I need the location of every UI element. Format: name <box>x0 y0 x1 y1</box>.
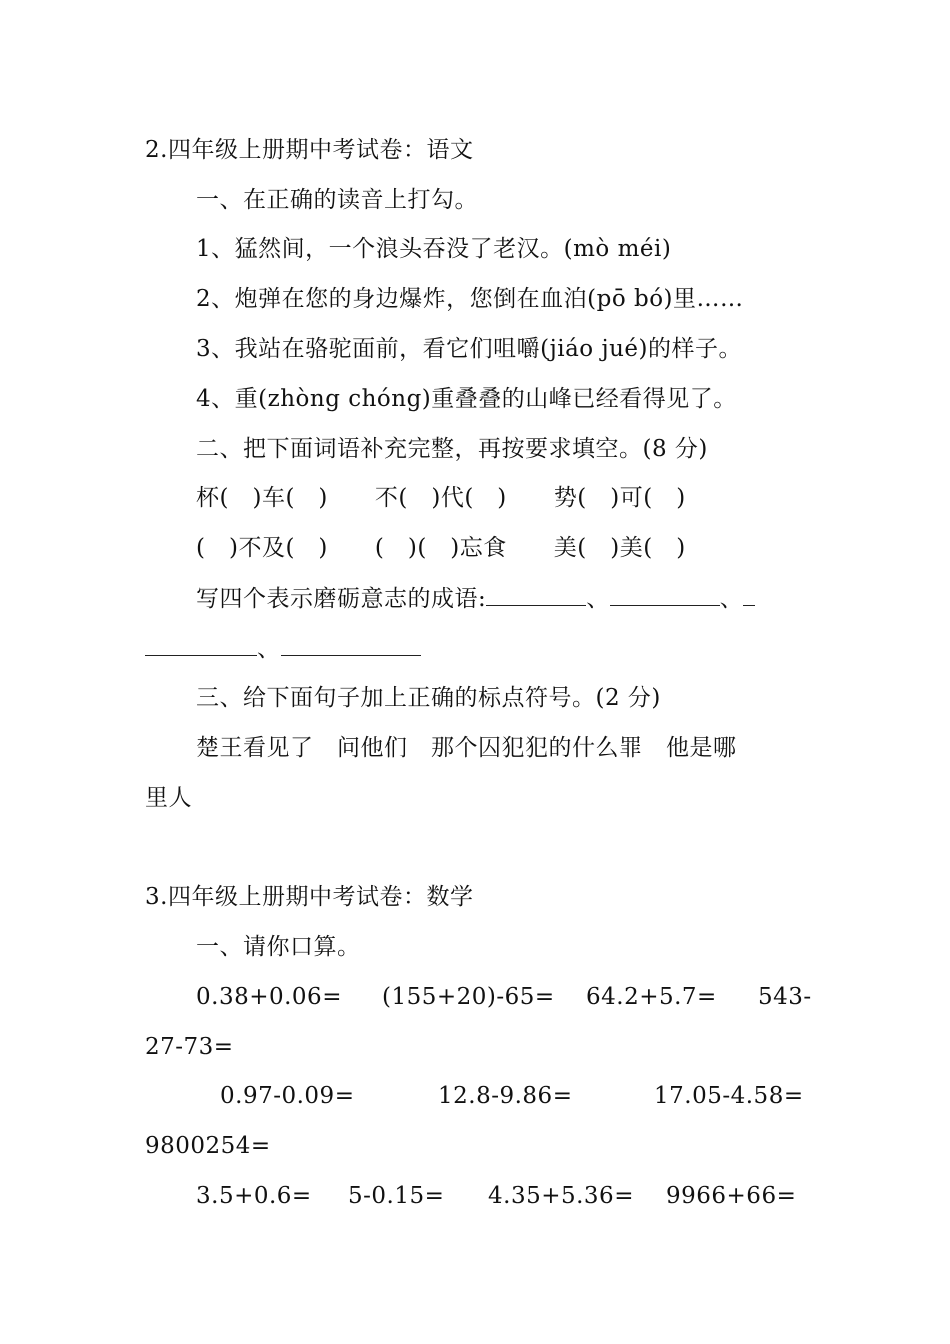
word-fill-row-1: 杯( )车( ) 不( )代( ) 势( )可( ) <box>196 485 686 511</box>
chinese-question-2: 2、炮弹在您的身边爆炸，您倒在血泊(pō bó)里…… <box>196 286 744 312</box>
chinese-exam-title: 2.四年级上册期中考试卷：语文 <box>145 137 474 163</box>
chinese-section-1: 一、在正确的读音上打勾。 <box>196 187 478 213</box>
idiom-prompt: 写四个表示磨砺意志的成语: <box>196 586 487 612</box>
punctuation-sentence: 楚王看见了 问他们 那个囚犯犯的什么罪 他是哪 <box>196 735 737 761</box>
math-problem: 9966+66= <box>666 1183 797 1209</box>
chinese-question-1: 1、猛然间，一个浪头吞没了老汉。(mò méi) <box>196 236 672 262</box>
math-problem: 12.8-9.86= <box>438 1083 573 1109</box>
math-problem: (155+20)-65= <box>382 984 555 1010</box>
answer-blank-2[interactable] <box>610 583 720 606</box>
math-problem: 4.35+5.36= <box>488 1183 634 1209</box>
math-problem: 5-0.15= <box>348 1183 445 1209</box>
math-exam-title: 3.四年级上册期中考试卷：数学 <box>145 884 474 910</box>
separator: 、 <box>586 586 610 612</box>
separator: 、 <box>719 586 744 612</box>
math-problem-cont: 27-73= <box>145 1034 234 1060</box>
math-problem: 64.2+5.7= <box>586 984 717 1010</box>
punctuation-sentence-cont: 里人 <box>145 785 192 811</box>
answer-blank-4[interactable] <box>281 633 421 656</box>
separator: 、 <box>257 636 281 662</box>
math-problem: 0.38+0.06= <box>196 984 342 1010</box>
answer-blank-3-start[interactable] <box>743 583 755 606</box>
chinese-question-4: 4、重(zhòng chóng)重叠叠的山峰已经看得见了。 <box>196 386 737 412</box>
math-problem: 3.5+0.6= <box>196 1183 312 1209</box>
chinese-section-2: 二、把下面词语补充完整，再按要求填空。(8 分) <box>196 436 708 462</box>
answer-blank-3-end[interactable] <box>145 633 257 656</box>
idiom-prompt-line <box>196 583 755 614</box>
idiom-prompt-line-cont <box>145 633 421 664</box>
answer-blank-1[interactable] <box>486 583 586 606</box>
math-problem-cont: 9800254= <box>145 1133 271 1159</box>
math-problem: 543- <box>758 984 812 1010</box>
math-section-1: 一、请你口算。 <box>196 934 361 960</box>
math-problem: 0.97-0.09= <box>220 1083 355 1109</box>
chinese-question-3: 3、我站在骆驼面前，看它们咀嚼(jiáo jué)的样子。 <box>196 336 742 362</box>
math-problem: 17.05-4.58= <box>654 1083 804 1109</box>
chinese-section-3: 三、给下面句子加上正确的标点符号。(2 分) <box>196 685 661 711</box>
word-fill-row-2: ( )不及( ) ( )( )忘食 美( )美( ) <box>196 535 686 561</box>
